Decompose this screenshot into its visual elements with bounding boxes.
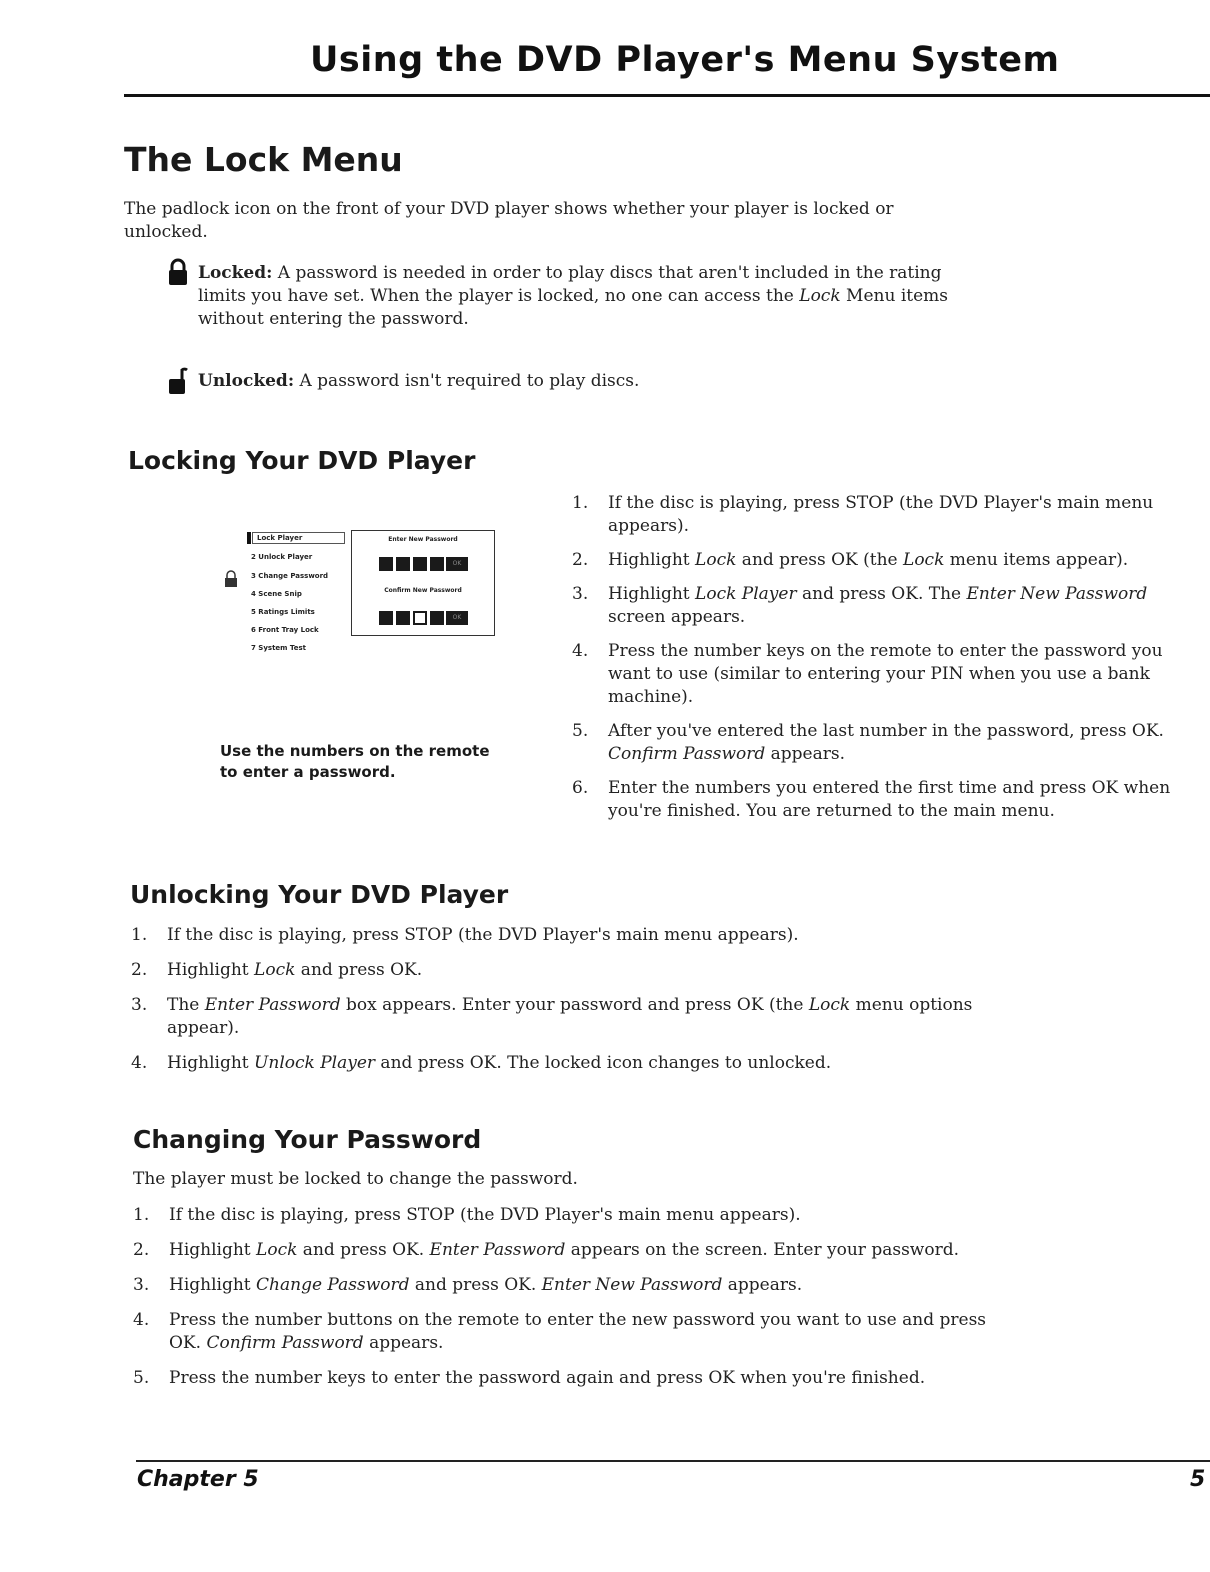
password-digit [413,557,427,571]
password-entry-box [351,530,495,636]
password-digit-empty [413,611,427,625]
list-item: 3. The Enter Password box appears. Enter your password and press OK (the Lock menu options appear). [131,995,973,1038]
unlocked-description: Unlocked: A password isn't required to play discs. [198,371,640,391]
list-item: 1. If the disc is playing, press STOP (the DVD Player's main menu appears). [133,1205,801,1225]
enter-new-password-label: Enter New Password [388,536,458,543]
password-digit [396,557,410,571]
locking-steps [572,492,1207,823]
menu-item: 5 Ratings Limits [251,608,315,616]
menu-item: 3 Change Password [251,572,329,580]
list-item: 3. Highlight Lock Player and press OK. The Enter New Password screen appears. [572,584,1148,627]
list-item: 4. Press the number buttons on the remote to enter the new password you want to use and press OK. Confirm Password appears. [133,1310,987,1353]
changing-intro: The player must be locked to change the password. [133,1169,578,1189]
page-title: The Lock Menu [124,140,403,179]
menu-item: 2 Unlock Player [251,553,313,561]
lock-menu-intro: The padlock icon on the front of your DVD player shows whether your player is locked or unlocked. [124,199,894,242]
highlight-bar [247,532,251,544]
list-item: 2. Highlight Lock and press OK. Enter Password appears on the screen. Enter your password. [133,1240,959,1260]
list-item: 3. Highlight Change Password and press OK. Enter New Password appears. [133,1275,803,1295]
list-item: 2. Highlight Lock and press OK. [131,960,423,980]
menu-item: 4 Scene Snip [251,590,302,598]
small-padlock-icon [221,570,241,588]
locked-description: Locked: A password is needed in order to play discs that aren't included in the rating limits you have set. When the player is locked, no one can access the Lock Menu items without entering the password. [198,263,948,329]
footer-divider [136,1460,1210,1462]
ok-button: OK [446,611,468,625]
password-digit [379,611,393,625]
list-item: 5. After you've entered the last number in the password, press OK. Confirm Password appears. [572,721,1164,764]
page-number: 5 [1190,1467,1206,1492]
confirm-new-password-label: Confirm New Password [384,587,462,594]
list-item: 1. If the disc is playing, press STOP (the DVD Player's main menu appears). [572,493,1154,536]
list-item: 4. Highlight Unlock Player and press OK. The locked icon changes to unlocked. [131,1053,832,1073]
password-digit [430,557,444,571]
ok-button: OK [446,557,468,571]
password-digit [379,557,393,571]
illustration-caption: Use the numbers on the remote to enter a password. [220,742,490,781]
menu-item: Lock Player [257,534,303,542]
menu-item: 6 Front Tray Lock [251,626,319,634]
list-item: 1. If the disc is playing, press STOP (the DVD Player's main menu appears). [131,925,799,945]
list-item: 2. Highlight Lock and press OK (the Lock menu items appear). [572,550,1129,570]
header-divider [124,94,1210,97]
padlock-unlocked-icon [167,365,189,395]
list-item: 4. Press the number keys on the remote to enter the password you want to use (similar to entering your PIN when you use a bank machine). [572,641,1163,707]
unlocking-steps [131,924,991,1075]
password-digit [430,611,444,625]
unlocked-label: Unlocked: [198,371,295,391]
lock-menu-screen-illustration [205,522,505,667]
changing-steps [133,1204,1013,1390]
menu-item: 7 System Test [251,644,307,652]
running-header-title: Using the DVD Player's Menu System [310,40,1060,80]
locked-label: Locked: [198,263,273,283]
section-title-unlocking: Unlocking Your DVD Player [130,880,509,909]
footer-chapter: Chapter 5 [137,1467,259,1492]
padlock-locked-icon [167,258,189,286]
list-item: 6. Enter the numbers you entered the first time and press OK when you're finished. You are returned to the main menu. [572,778,1171,821]
section-title-changing: Changing Your Password [133,1125,482,1154]
section-title-locking: Locking Your DVD Player [128,446,476,475]
list-item: 5. Press the number keys to enter the password again and press OK when you're finished. [133,1368,926,1388]
password-digit [396,611,410,625]
